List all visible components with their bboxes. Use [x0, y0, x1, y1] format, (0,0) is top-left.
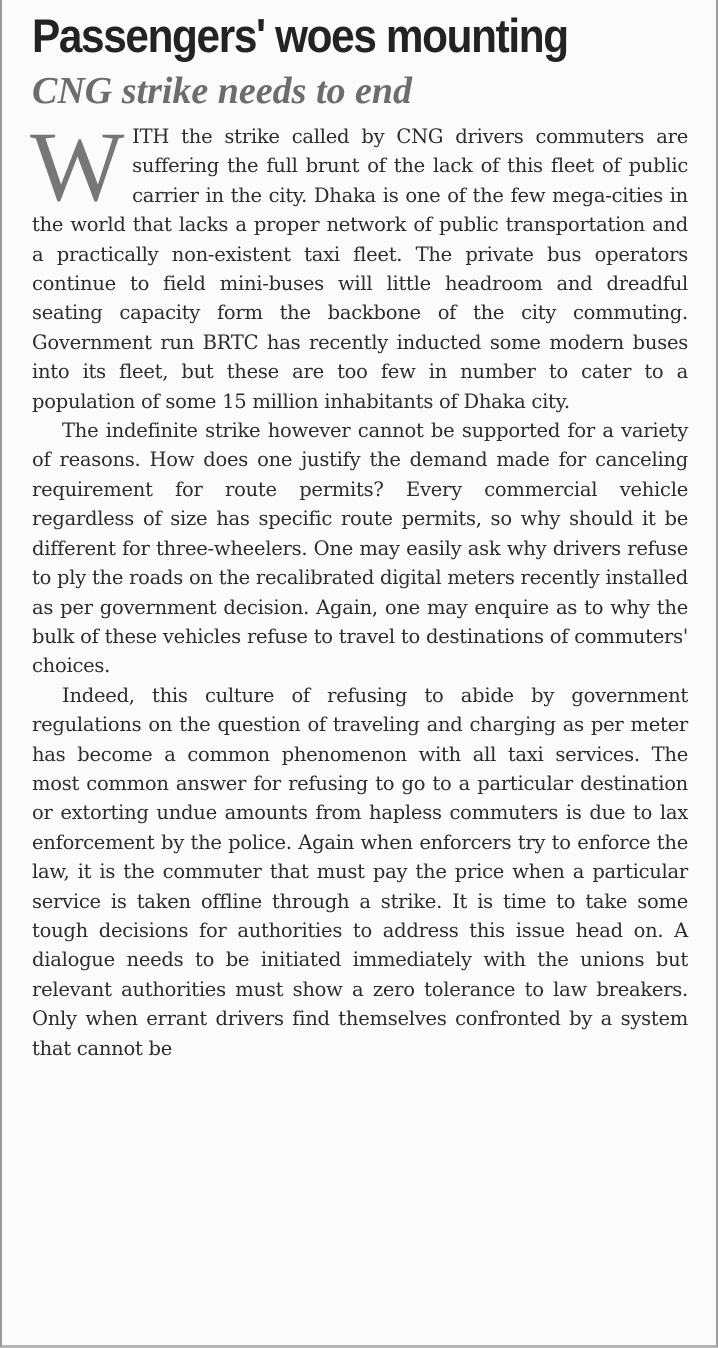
paragraph-1 [30, 111, 688, 416]
article-body [30, 111, 688, 1063]
headline: Passengers' woes mounting [32, 9, 568, 62]
drop-cap: W [30, 111, 125, 222]
paragraph-1-text: ITH the strike called by CNG drivers commuters are suffering the full brunt of the lack of this fleet of public carrier in the city. Dhaka is one of the few mega-cities in the world that lacks a proper network of public transportation and a practically non-existent taxi fleet. The private bus operators continue to field mini-buses will little headroom and dreadful seating capacity form the backbone of the city commuting. Government run BRTC has recently inducted some modern buses into its fleet, but these are too few in number to cater to a population of some 15 million inhabitants of Dhaka city. [32, 125, 688, 413]
paragraph-2: The indefinite strike however cannot be supported for a variety of reasons. How does one justify the demand made for canceling requirement for route permits? Every commercial vehicle regardless of size has specific route permits, so why should it be different for three-wheelers. One may easily ask why drivers refuse to ply the roads on the recalibrated digital meters recently installed as per government decision. Again, one may enquire as to why the bulk of these vehicles refuse to travel to destinations of commuters' choices. [32, 419, 688, 678]
subheadline: CNG strike needs to end [32, 70, 412, 112]
paragraph-3: Indeed, this culture of refusing to abide by government regulations on the question of traveling and charging as per meter has become a common phenomenon with all taxi services. The most common answer for refusing to go to a particular destination or extorting undue amounts from hapless commuters is due to lax enforcement by the police. Again when enforcers try to enforce the law, it is the commuter that must pay the price when a particular service is taken offline through a strike. It is time to take some tough decisions for authorities to address this issue head on. A dialogue needs to be initiated immediately with the unions but relevant authorities must show a zero tolerance to law breakers. Only when errant drivers find themselves confronted by a system that cannot be [32, 683, 688, 1060]
